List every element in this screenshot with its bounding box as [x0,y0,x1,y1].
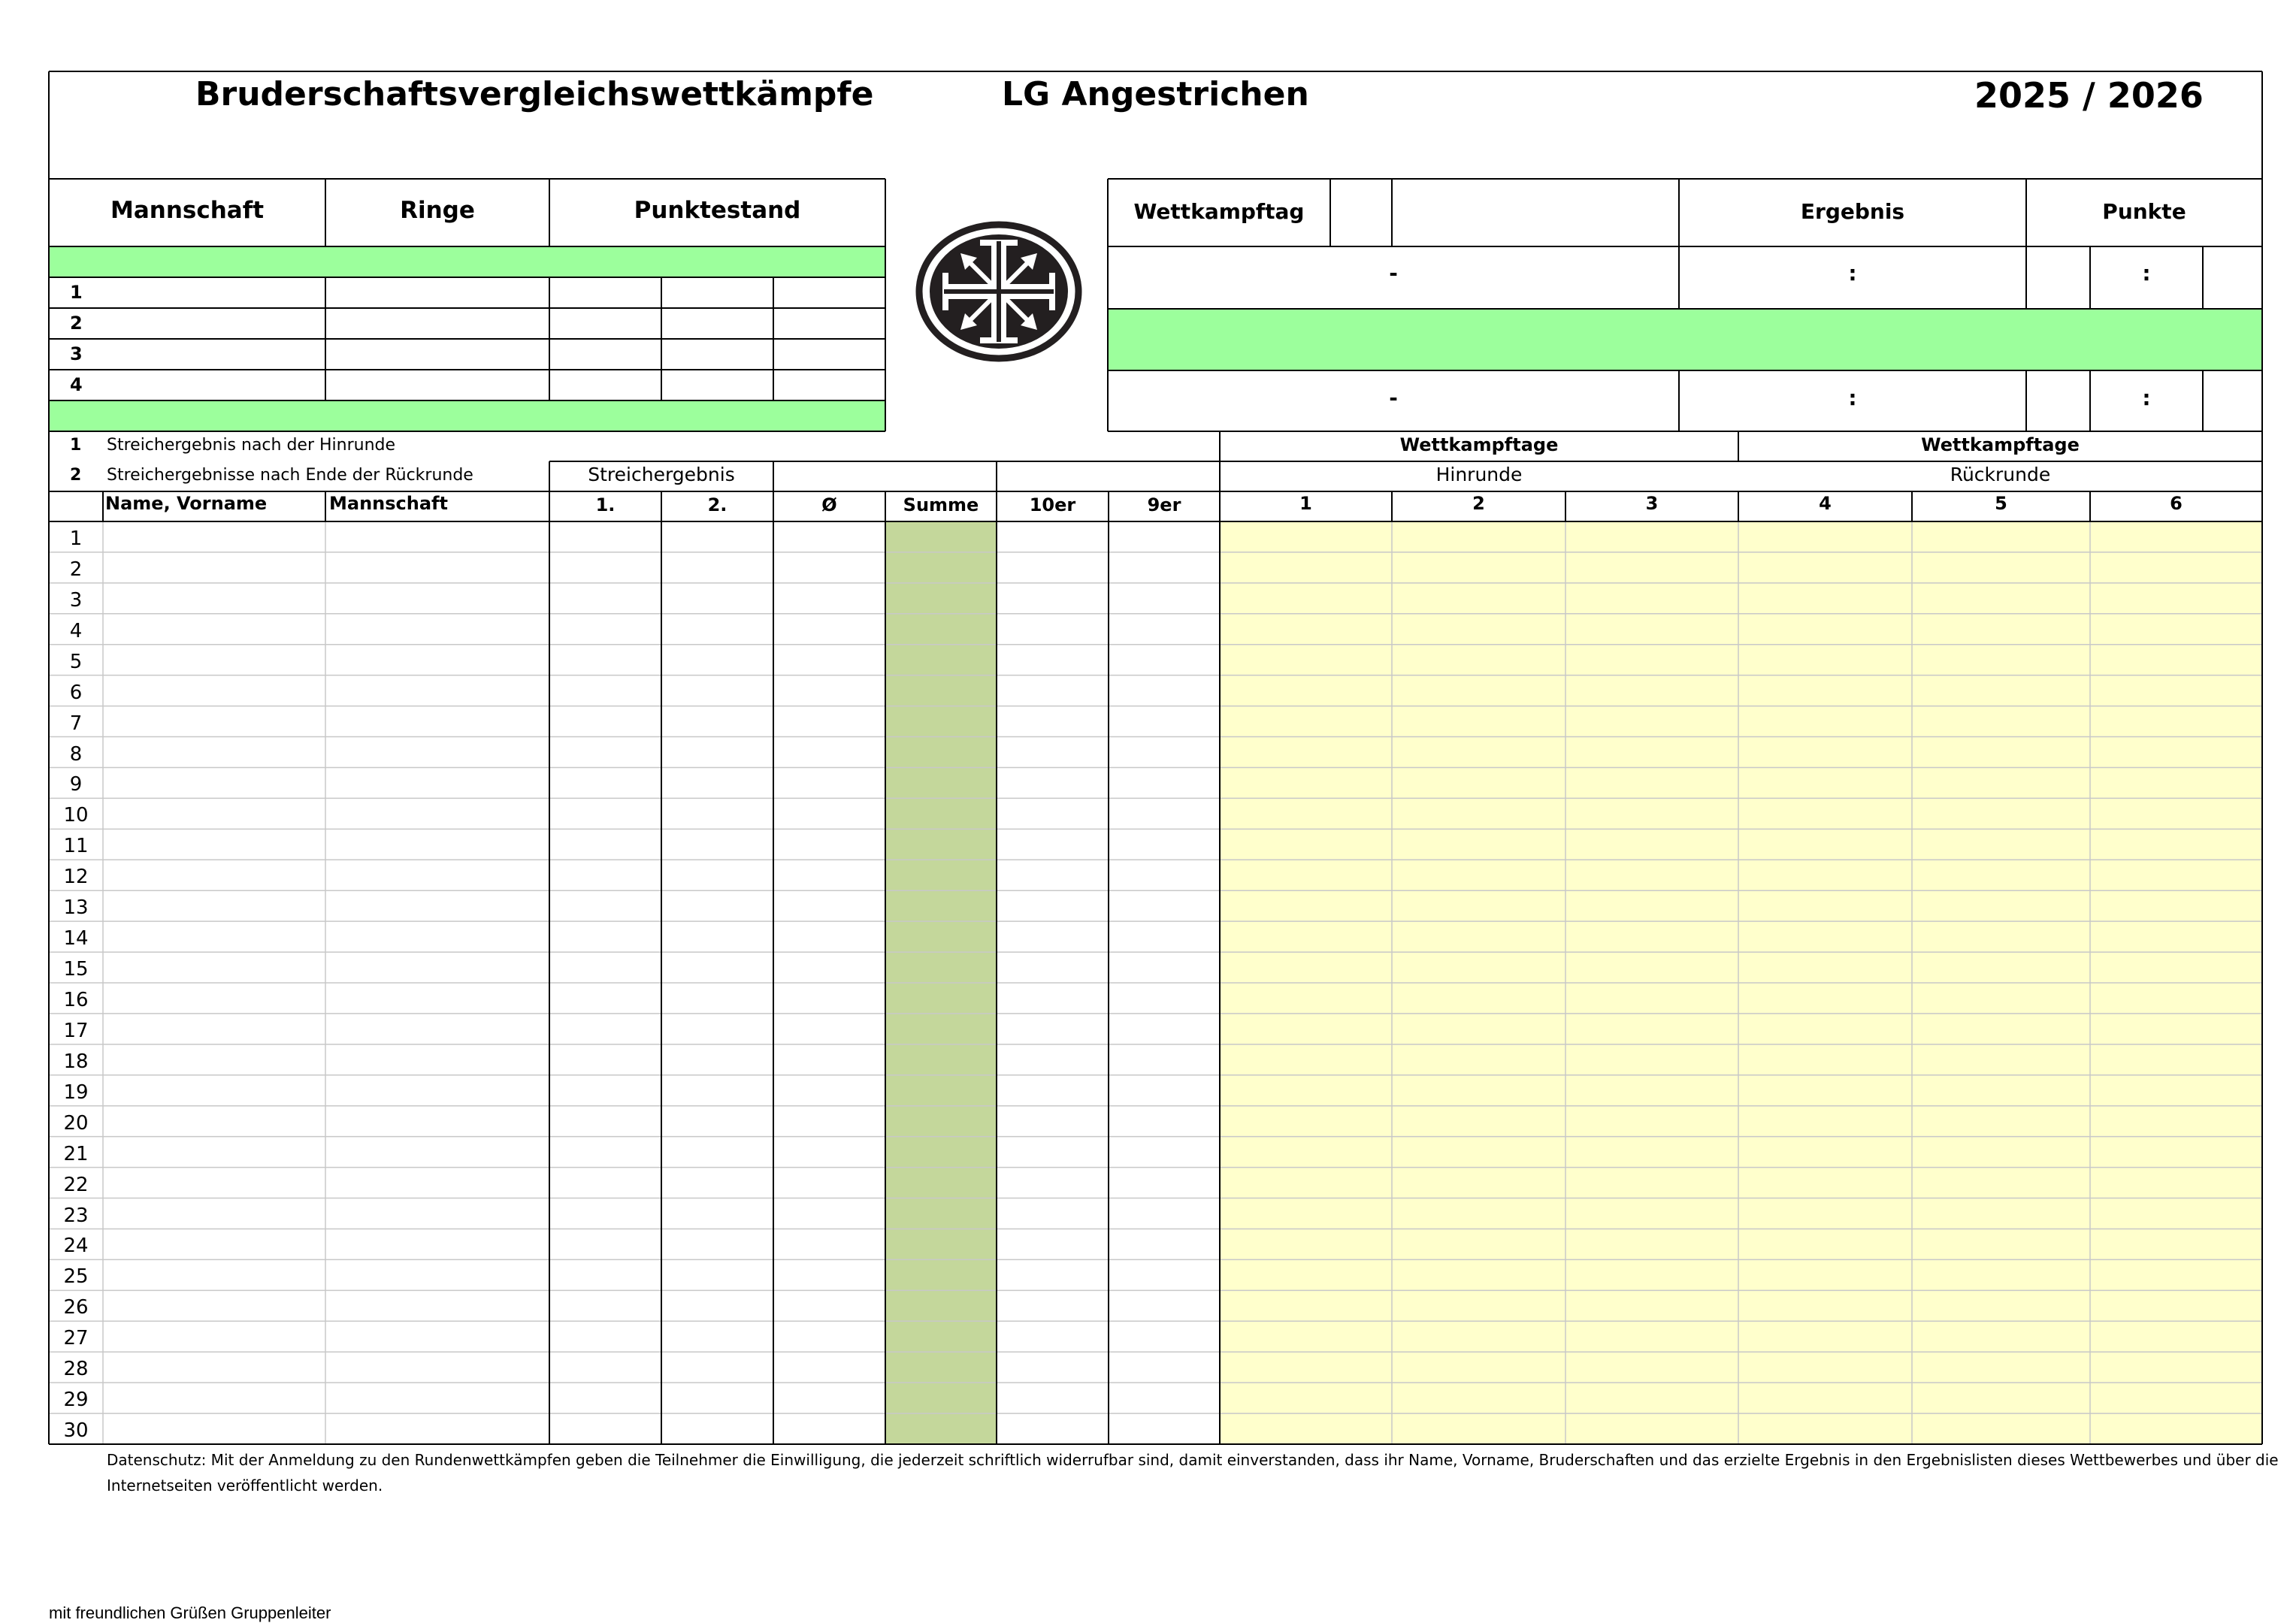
standings-row-number: 2 [70,313,83,334]
col-header-name: Name, Vorname [105,493,268,514]
shooter-row-number: 19 [63,1080,89,1104]
day-number-header: 2 [1472,493,1485,514]
shooter-row-number: 22 [63,1173,89,1196]
day-number-header: 3 [1645,493,1659,514]
shooter-row-number: 14 [63,927,89,951]
shooter-row-number: 17 [63,1019,89,1042]
rueckrunde-header: Rückrunde [1950,464,2051,485]
season-label: 2025 / 2026 [1974,75,2204,116]
shooter-row-number: 18 [63,1050,89,1073]
col-header-sum: Summe [903,494,979,515]
standings-row-number: 3 [70,343,83,364]
match-header-day: Wettkampftag [1133,199,1305,224]
shooter-row-number: 26 [63,1296,89,1319]
col-header-first: 1. [595,494,616,515]
shooter-row-number: 3 [69,588,83,612]
standings-header-rings: Ringe [400,197,475,224]
shooter-row-number: 4 [69,619,83,642]
streichergebnis-header: Streichergebnis [588,464,735,485]
match-header-result: Ergebnis [1800,199,1905,224]
shooter-row-number: 25 [63,1265,89,1289]
shooter-row-number: 21 [63,1142,89,1165]
shooter-row-number: 9 [69,773,83,796]
shooter-row-number: 13 [63,896,89,920]
location-title: LG Angestrichen [1002,75,1309,113]
wettkampftage-header-rueckrunde: Wettkampftage [1921,434,2080,455]
shooter-row-number: 5 [69,650,83,673]
col-header-team: Mannschaft [329,493,448,514]
bruderschaft-emblem-icon [915,220,1082,363]
shooter-row-number: 12 [63,866,89,889]
note-number: 2 [70,466,82,485]
shooter-row-number: 2 [69,558,83,581]
day-number-header: 6 [2170,493,2183,514]
col-header-average: Ø [821,494,837,515]
pairing-points-separator: : [2142,261,2151,286]
standings-header-team: Mannschaft [110,197,265,224]
day-number-header: 5 [1995,493,2007,514]
shooter-row-number: 10 [63,804,89,827]
note-number: 1 [70,436,82,455]
standings-row-number: 1 [70,282,83,303]
privacy-notice-line-1: Datenschutz: Mit der Anmeldung zu den Rundenwettkämpfen geben die Teilnehmer die Einwilligung, die jederzeit schriftlich widerrufbar sind, damit einverstanden, dass ihr Name, Vorname, Bruderschaften und das erzielte Ergebnis in den Ergebnislisten dieses Wettbewerbes und über die [107,1451,2279,1469]
privacy-notice-line-2: Internetseiten veröffentlicht werden. [107,1476,383,1495]
day-number-header: 4 [1819,493,1832,514]
greeting-line: mit freundlichen Grüßen Gruppenleiter [49,1603,331,1622]
shooter-row-number: 6 [69,681,83,704]
note-text: Streichergebnis nach der Hinrunde [107,436,396,455]
col-header-tens: 10er [1029,494,1076,515]
pairing-separator: - [1389,385,1398,410]
shooter-row-number: 1 [69,527,83,550]
standings-row-number: 4 [70,374,83,395]
shooter-row-number: 15 [63,958,89,981]
shooter-row-number: 29 [63,1389,89,1412]
sheet-title: Bruderschaftsvergleichswettkämpfe [195,75,874,113]
shooter-row-number: 27 [63,1327,89,1350]
shooter-row-number: 8 [69,742,83,766]
shooter-row-number: 23 [63,1204,89,1227]
shooter-row-number: 24 [63,1235,89,1258]
wettkampftage-header-hinrunde: Wettkampftage [1399,434,1559,455]
shooter-row-number: 28 [63,1358,89,1381]
day-number-header: 1 [1299,493,1312,514]
pairing-result-separator: : [1848,261,1857,286]
shooter-row-number: 20 [63,1111,89,1135]
note-text: Streichergebnisse nach Ende der Rückrunde [107,466,473,485]
shooter-row-number: 30 [63,1419,89,1443]
shooter-row-number: 16 [63,989,89,1011]
col-header-nines: 9er [1147,494,1181,515]
match-header-points: Punkte [2102,199,2186,224]
standings-header-score: Punktestand [634,197,801,224]
pairing-points-separator: : [2142,385,2151,410]
col-header-second: 2. [707,494,728,515]
pairing-result-separator: : [1848,385,1857,410]
hinrunde-header: Hinrunde [1435,464,1523,485]
pairing-separator: - [1389,261,1398,286]
shooter-row-number: 7 [69,712,83,735]
shooter-row-number: 11 [63,835,89,858]
